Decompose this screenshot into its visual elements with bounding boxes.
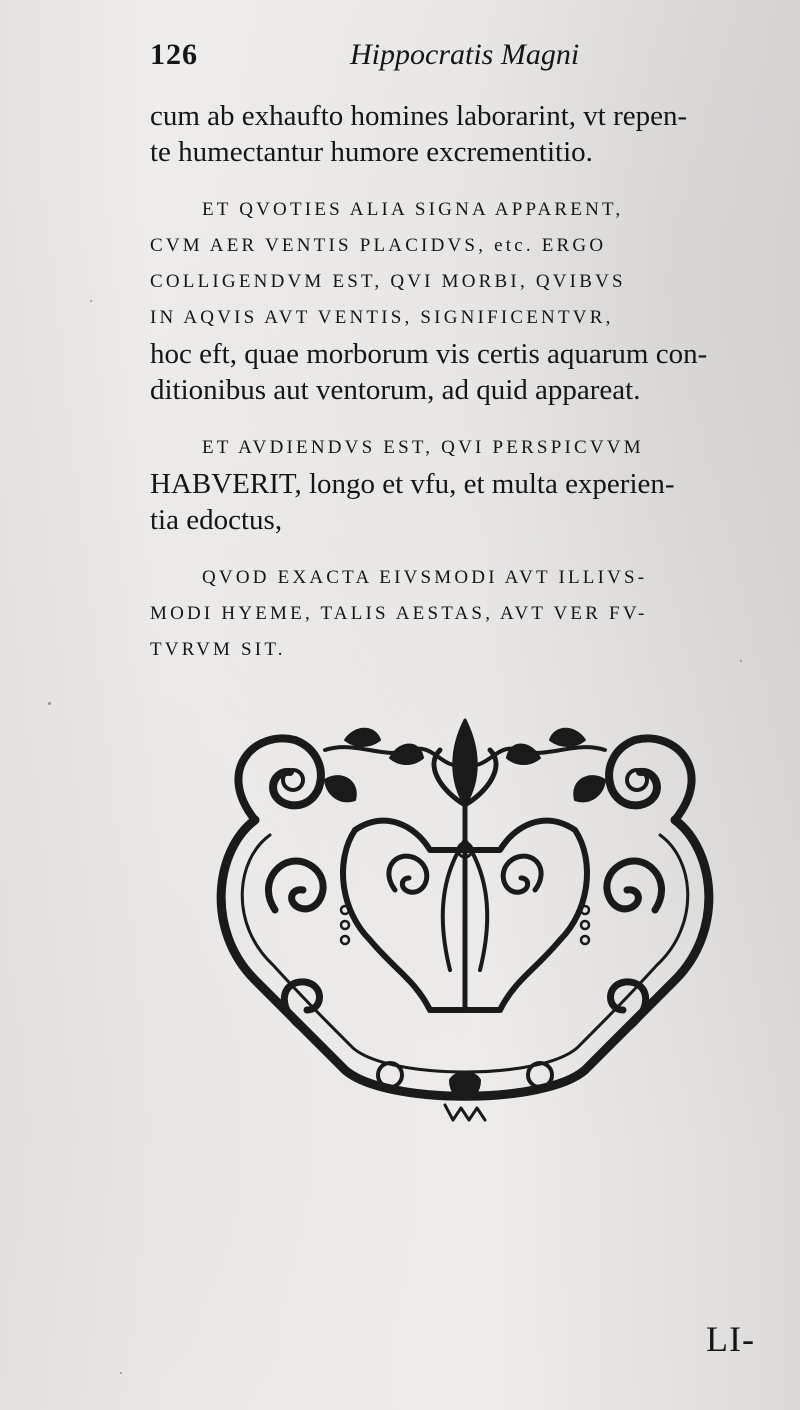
text-line: te humectantur humore excrementitio. [150,136,593,168]
page-number: 126 [150,38,198,71]
text-line: MODI HYEME, TALIS AESTAS, AVT VER FV- [150,603,648,624]
text-line: ET QVOTIES ALIA SIGNA APPARENT, [202,199,624,220]
text-line: IN AQVIS AVT VENTIS, SIGNIFICENTVR, [150,307,614,328]
paper-speck [120,1372,122,1374]
text-line: cum ab exhaufto homines laborarint, vt repen- [150,100,688,132]
text-line: TVRVM SIT. [150,639,286,660]
paper-speck [90,300,92,302]
text-line: CVM AER VENTIS PLACIDVS, etc. ERGO [150,235,607,256]
text-line: HABVERIT, longo et vfu, et multa experien- [150,468,675,500]
text-line: tia edoctus, [150,504,283,536]
tailpiece-ornament-icon [195,710,735,1130]
paper-speck [48,702,51,705]
text-line: COLLIGENDVM EST, QVI MORBI, QVIBVS [150,271,626,292]
text-line: hoc eft, quae morborum vis certis aquarum con- [150,338,708,370]
catchword: LI- [706,1319,755,1359]
page-header [150,38,620,78]
text-line: QVOD EXACTA EIVSMODI AVT ILLIVS- [202,567,648,588]
running-head: Hippocratis Magni [350,38,580,71]
text-line: ET AVDIENDVS EST, QVI PERSPICVVM [202,437,644,458]
text-line: ditionibus aut ventorum, ad quid appareat. [150,374,641,406]
body-text [150,98,770,668]
